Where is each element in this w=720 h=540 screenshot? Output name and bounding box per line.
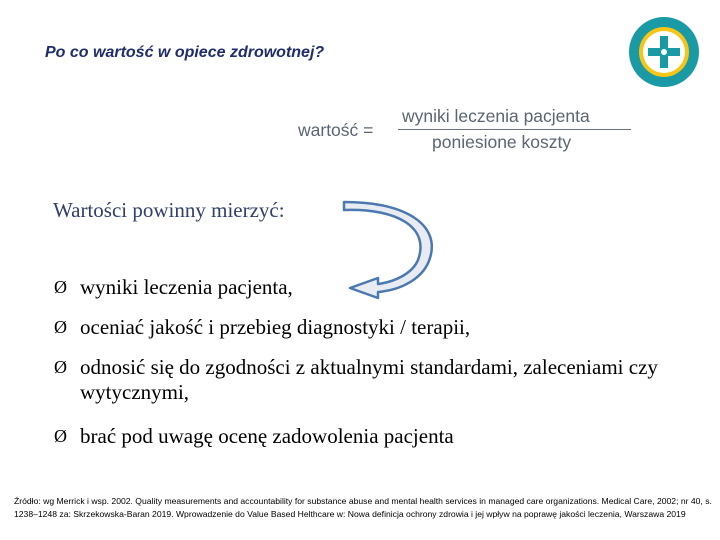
slide-title: Po co wartość w opiece zdrowotnej?	[45, 44, 325, 61]
list-item	[54, 355, 694, 405]
formula-lhs: wartość =	[298, 120, 374, 140]
source-citation: Źródło: wg Merrick i wsp. 2002. Quality measurements and accountability for substance abuse and mental health services in managed care organizations. Medical Care, 2002; nr 40, s. 1238–1248 za: Skrzekowska-Baran 2019. Wprowadzenie do Value Based Helthcare w: Nowa definicja ochrony zdrowia i jej wpływ na poprawę jakości leczenia, Warszawa 2019	[14, 496, 712, 519]
bullet-text: odnosić się do zgodności z aktualnymi standardami, zaleceniami czy wytycznymi,	[80, 355, 658, 404]
bullet-arrow-icon: Ø	[54, 357, 67, 377]
list-item	[54, 424, 694, 449]
list-item	[54, 315, 694, 340]
bullet-arrow-icon: Ø	[54, 277, 67, 297]
bullet-arrow-icon: Ø	[54, 426, 67, 446]
bullet-text: wyniki leczenia pacjenta,	[80, 275, 293, 299]
formula-numerator: wyniki leczenia pacjenta	[402, 106, 590, 126]
formula-denominator: poniesione koszty	[432, 132, 572, 152]
accreditation-seal-icon	[628, 16, 700, 88]
section-heading: Wartości powinny mierzyć:	[53, 198, 285, 222]
bullet-text: brać pod uwagę ocenę zadowolenia pacjenta	[80, 424, 454, 448]
fraction-bar	[398, 129, 631, 130]
value-formula	[298, 104, 638, 156]
bullet-text: oceniać jakość i przebieg diagnostyki / terapii,	[80, 315, 471, 339]
list-item	[54, 275, 694, 300]
bullet-list	[54, 275, 694, 449]
bullet-arrow-icon: Ø	[54, 317, 67, 337]
